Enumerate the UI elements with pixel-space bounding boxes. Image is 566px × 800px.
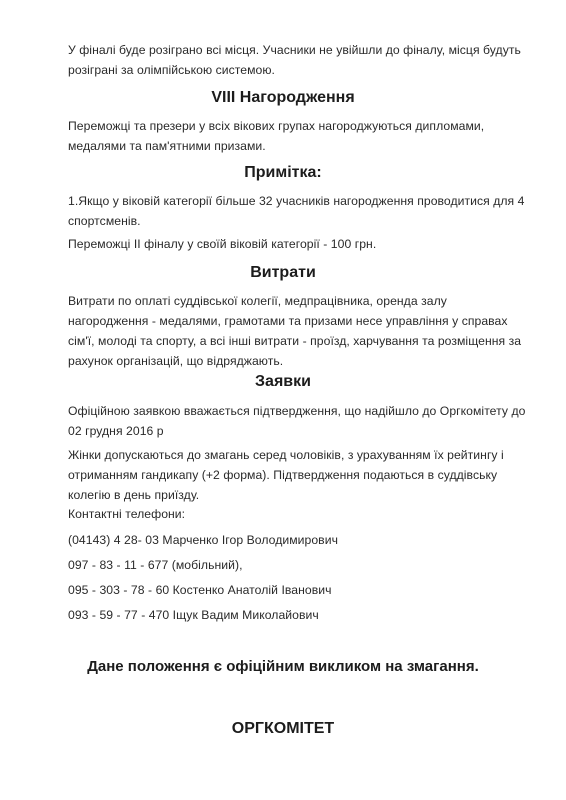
note-paragraph-1 (68, 191, 538, 231)
contact-line: (04143) 4 28- 03 Марченко Ігор Володимирович (68, 533, 338, 547)
note-p1-line-1: 1.Якщо у віковій категорії більше 32 учасників нагородження проводитися для 4 (68, 194, 525, 208)
intro-paragraph (68, 40, 538, 80)
contact-line: 093 - 59 - 77 - 470 Іщук Вадим Миколайович (68, 608, 319, 622)
note-paragraph-2: Переможці ІІ фіналу у своїй віковій категорії - 100 грн. (68, 237, 377, 251)
contact-line: 095 - 303 - 78 - 60 Костенко Анатолій Іванович (68, 583, 332, 597)
note-p1-line-2: спортсменів. (68, 214, 141, 228)
applications-paragraph-1 (68, 401, 538, 441)
awards-heading: VIII Нагородження (211, 89, 355, 106)
expenses-line-4: рахунок організацій, що відряджають. (68, 354, 284, 368)
expenses-line-3: сім'ї, молоді та спорту, а всі інші витрати - проїзд, харчування та розміщення за (68, 334, 522, 348)
applications-p2-line-2: отриманням гандикапу (+2 форма). Підтвердження подаються в суддівську (68, 468, 498, 482)
expenses-heading: Витрати (250, 264, 316, 281)
awards-paragraph (68, 116, 538, 156)
applications-p2-line-3: колегію в день приїзду. (68, 488, 200, 502)
expenses-paragraph (68, 291, 538, 371)
contacts-label: Контактні телефони: (68, 507, 186, 521)
awards-line-2: медалями та пам'ятними призами. (68, 139, 266, 153)
organizer-signature: ОРГКОМІТЕТ (231, 720, 335, 737)
applications-p2-line-1: Жінки допускаються до змагань серед чоловіків, з урахуванням їх рейтингу і (68, 448, 504, 462)
awards-line-1: Переможці та презери у всіх вікових групах нагороджуються дипломами, (68, 119, 485, 133)
note-heading: Примітка: (244, 164, 322, 181)
applications-p1-line-2: 02 грудня 2016 р (68, 424, 164, 438)
official-statement: Дане положення є офіційним викликом на змагання. (87, 658, 479, 675)
intro-line-2: розіграні за олімпійською системою. (68, 63, 275, 77)
expenses-line-2: нагородження - медалями, грамотами та призами несе управління у справах (68, 314, 508, 328)
applications-paragraph-2 (68, 445, 538, 505)
expenses-line-1: Витрати по оплаті суддівської колегії, медпрацівника, оренда залу (68, 294, 447, 308)
intro-line-1: У фіналі буде розіграно всі місця. Учасники не увійшли до фіналу, місця будуть (68, 43, 521, 57)
applications-p1-line-1: Офіційною заявкою вважається підтвердження, що надійшло до Оргкомітету до (68, 404, 526, 418)
applications-heading: Заявки (255, 373, 311, 390)
contact-line: 097 - 83 - 11 - 677 (мобільний), (68, 558, 243, 572)
